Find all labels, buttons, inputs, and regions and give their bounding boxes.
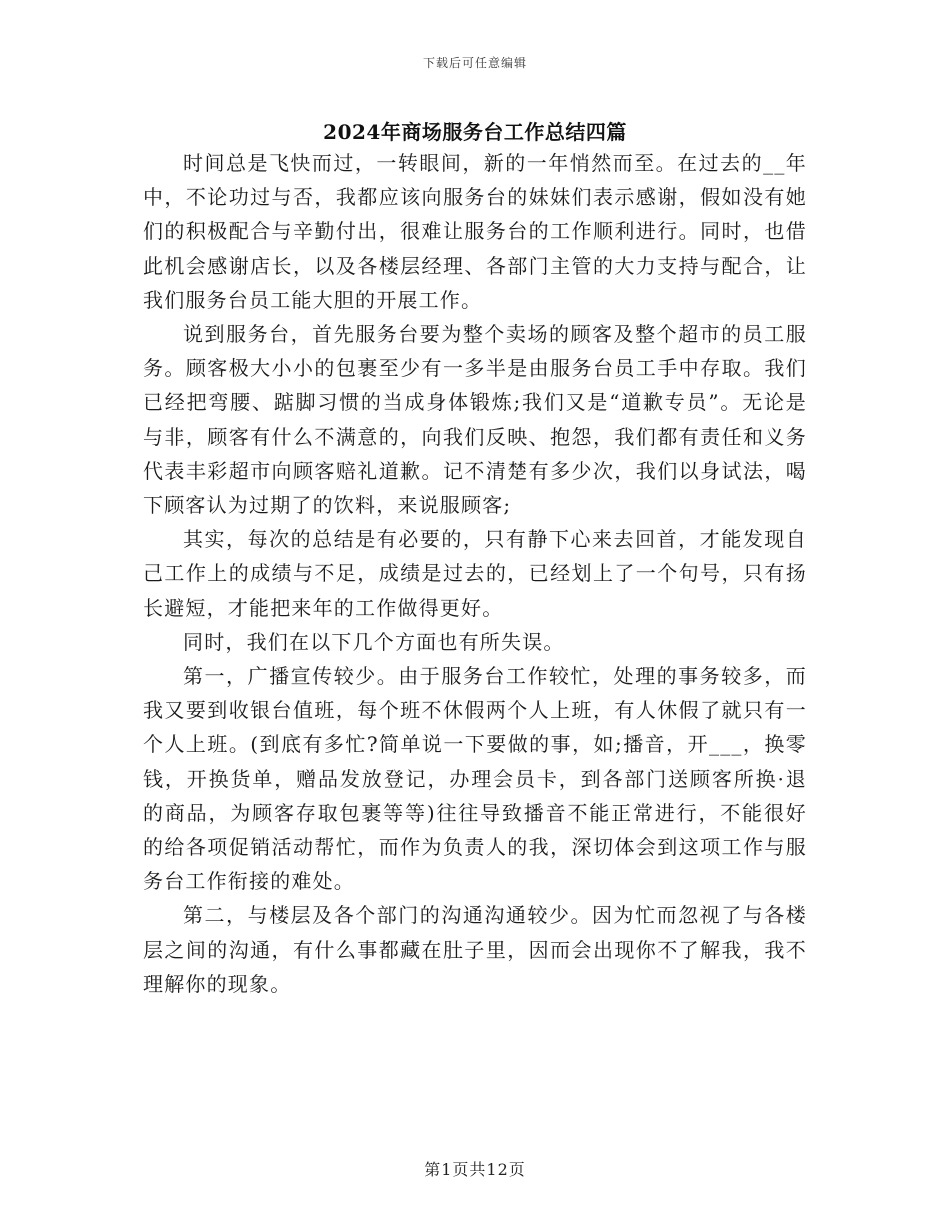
paragraph-1: 时间总是飞快而过，一转眼间，新的一年悄然而至。在过去的__年中，不论功过与否，我都应该向服务台的妹妹们表示感谢，假如没有她们的积极配合与辛勤付出，很难让服务台的工作顺利进行。同时，也借此机会感谢店长，以及各楼层经理、各部门主管的大力支持与配合，让我们服务台员工能大胆的开展工作。 [143,151,807,312]
paragraph-4: 同时，我们在以下几个方面也有所失误。 [183,629,565,654]
page-header: 下载后可任意编辑 [422,56,527,70]
paragraph-3: 其实，每次的总结是有必要的，只有静下心来去回首，才能发现自己工作上的成绩与不足，成绩是过去的，已经划上了一个句号，只有扬长避短，才能把来年的工作做得更好。 [143,527,807,620]
paragraph-5: 第一，广播宣传较少。由于服务台工作较忙，处理的事务较多，而我又要到收银台值班，每个班不休假两个人上班，有人休假了就只有一个人上班。(到底有多忙?简单说一下要做的事，如;播音，开___，换零钱，开换货单，赠品发放登记，办理会员卡，到各部门送顾客所换·退的商品，为顾客存取包裹等等)往往导致播音不能正常进行，不能很好的给各项促销活动帮忙，而作为负责人的我，深切体会到这项工作与服务台工作衔接的难处。 [143,664,807,894]
paragraph-6: 第二，与楼层及各个部门的沟通沟通较少。因为忙而忽视了与各楼层之间的沟通，有什么事都藏在肚子里，因而会出现你不了解我，我不理解你的现象。 [143,903,807,996]
page-number: 第1页共12页 [424,1160,526,1179]
paragraph-2: 说到服务台，首先服务台要为整个卖场的顾客及整个超市的员工服务。顾客极大小小的包裹至少有一多半是由服务台员工手中存取。我们已经把弯腰、踮脚习惯的当成身体锻炼;我们又是“道歉专员”。无论是与非，顾客有什么不满意的，向我们反映、抱怨，我们都有责任和义务代表丰彩超市向顾客赔礼道歉。记不清楚有多少次，我们以身试法，喝下顾客认为过期了的饮料，来说服顾客; [143,322,807,518]
document-body [143,146,807,1001]
document-title: 2024年商场服务台工作总结四篇 [323,120,627,144]
